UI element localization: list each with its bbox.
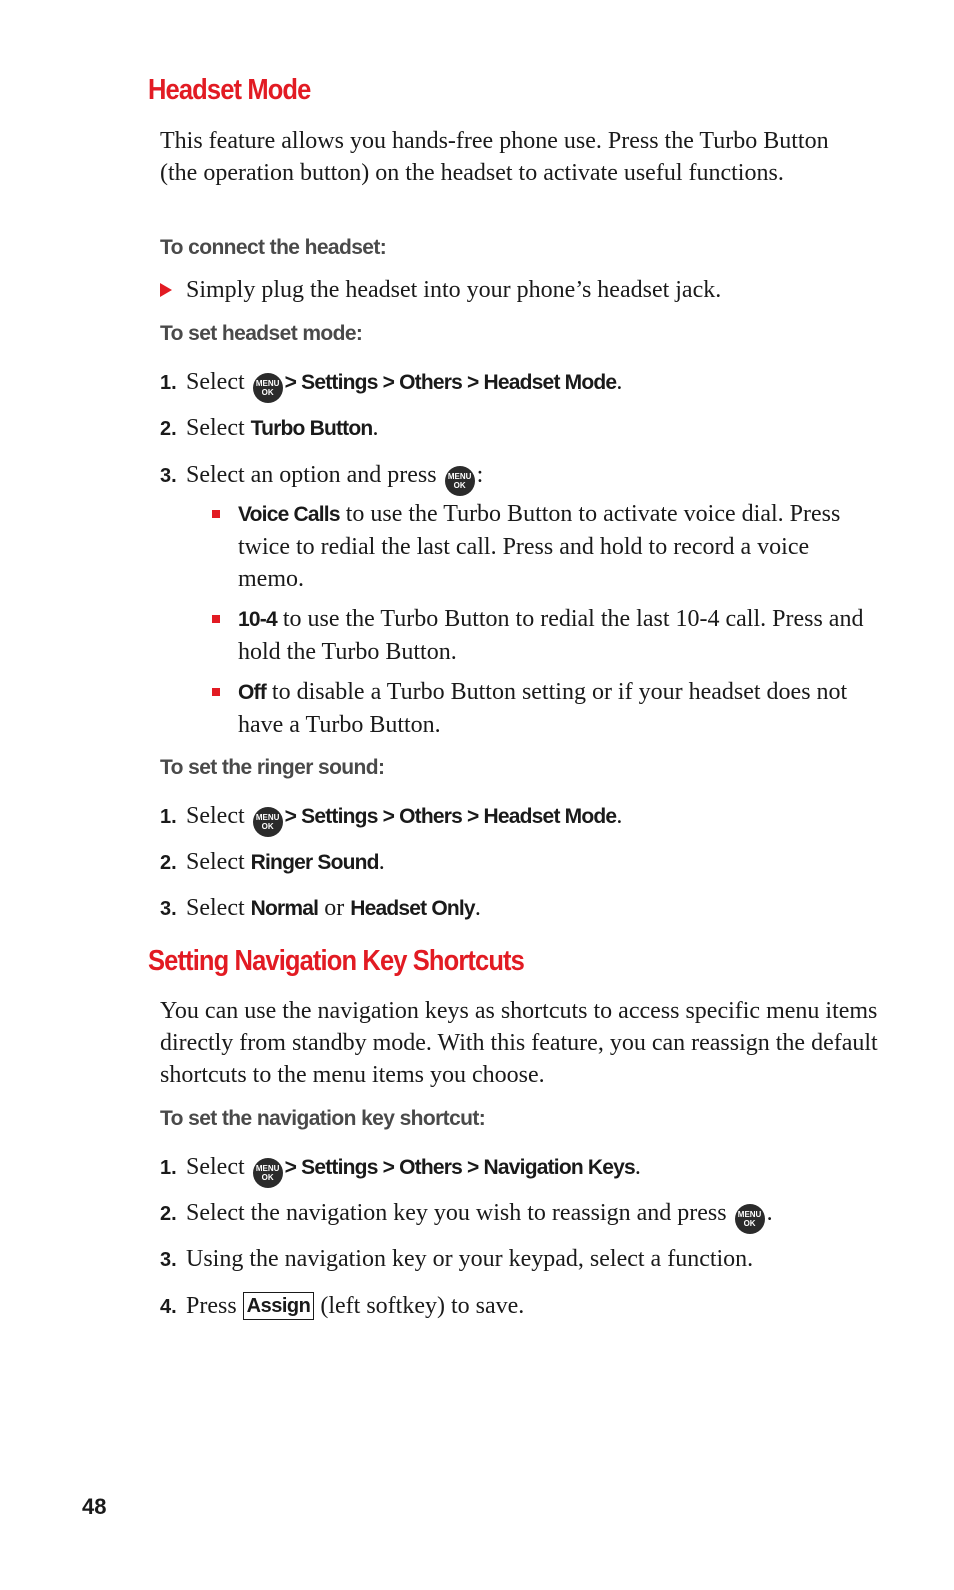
step-text: Select [186, 369, 245, 395]
menu-path: > Settings > Others > Headset Mode [284, 371, 617, 394]
ringer-step-1: 1. Select MENU OK > Settings > Others > Headset Mode. [160, 800, 622, 837]
step-text: Select an option and press [186, 462, 437, 488]
step-number: 3. [160, 898, 177, 920]
ringer-step-3: 3. Select Normal or Headset Only. [160, 892, 481, 925]
option-name: Turbo Button [250, 417, 373, 440]
step-text: Select [186, 895, 245, 921]
option-name: Normal [250, 897, 319, 920]
option-off: Off to disable a Turbo Button setting or if your headset does not have a Turbo Button. [238, 679, 848, 738]
step-number: 3. [160, 1249, 177, 1271]
step-number: 4. [160, 1296, 177, 1318]
nav-step-2: 2. Select the navigation key you wish to reassign and press MENU OK . [160, 1197, 773, 1234]
ringer-step-2: 2. Select Ringer Sound. [160, 846, 385, 879]
menu-path: > Settings > Others > Headset Mode [284, 805, 617, 828]
nav-intro: You can use the navigation keys as shortcuts to access specific menu items directly from standby mode. With this feature, you can reassign the default shortcuts to the menu items you choose. [160, 998, 878, 1088]
red-square-icon [212, 688, 220, 696]
step-text: Select [186, 1154, 245, 1180]
option-name: Headset Only [350, 897, 475, 920]
nav-shortcuts-title: Setting Navigation Key Shortcuts [148, 945, 524, 977]
option-name: Off [238, 681, 266, 704]
mode-step-1: 1. Select MENU OK > Settings > Others > Headset Mode. [160, 366, 622, 403]
nav-step-4: 4. Press Assign (left softkey) to save. [160, 1290, 524, 1323]
step-text: Using the navigation key or your keypad, select a function. [186, 1246, 754, 1272]
assign-softkey-label: Assign [243, 1292, 315, 1320]
option-voice-calls: Voice Calls to use the Turbo Button to activate voice dial. Press twice to redial the last call. Press and hold to record a voice memo. [238, 501, 841, 592]
headset-intro: This feature allows you hands-free phone use. Press the Turbo Button (the operation button) on the headset to activate useful functions. [160, 128, 829, 186]
step-number: 2. [160, 418, 177, 440]
step-text: Press [186, 1293, 237, 1319]
step-number: 3. [160, 465, 177, 487]
step-number: 1. [160, 372, 177, 394]
nav-step-1: 1. Select MENU OK > Settings > Others > Navigation Keys. [160, 1151, 641, 1188]
mode-step-2: 2. Select Turbo Button. [160, 412, 378, 445]
mode-heading: To set headset mode: [160, 322, 363, 345]
step-number: 1. [160, 1157, 177, 1179]
page-number: 48 [82, 1494, 107, 1519]
step-number: 2. [160, 852, 177, 874]
nav-heading: To set the navigation key shortcut: [160, 1107, 486, 1130]
menu-ok-key-icon: MENU OK [445, 466, 475, 496]
menu-ok-key-icon: MENU OK [253, 373, 283, 403]
red-triangle-arrow-icon [160, 283, 172, 297]
menu-path: > Settings > Others > Navigation Keys [284, 1156, 635, 1179]
step-text: Select [186, 849, 245, 875]
red-square-icon [212, 510, 220, 518]
mode-step-3: 3. Select an option and press MENU OK : [160, 459, 483, 496]
menu-ok-key-icon: MENU OK [253, 807, 283, 837]
nav-step-3 [160, 1243, 753, 1276]
red-square-icon [212, 615, 220, 623]
connect-bullet: Simply plug the headset into your phone’s headset jack. [186, 277, 722, 303]
option-name: 10-4 [238, 608, 277, 631]
option-name: Ringer Sound [250, 851, 379, 874]
headset-mode-title: Headset Mode [148, 74, 311, 106]
step-number: 1. [160, 806, 177, 828]
connect-heading: To connect the headset: [160, 236, 387, 259]
step-text: Select [186, 803, 245, 829]
option-10-4: 10-4 to use the Turbo Button to redial the last 10-4 call. Press and hold the Turbo Button. [238, 606, 864, 665]
step-text: Select the navigation key you wish to reassign and press [186, 1200, 727, 1226]
menu-ok-key-icon: MENU OK [735, 1204, 765, 1234]
menu-ok-key-icon: MENU OK [253, 1158, 283, 1188]
step-number: 2. [160, 1203, 177, 1225]
option-name: Voice Calls [238, 503, 340, 526]
step-text: Select [186, 415, 245, 441]
ringer-heading: To set the ringer sound: [160, 756, 385, 779]
